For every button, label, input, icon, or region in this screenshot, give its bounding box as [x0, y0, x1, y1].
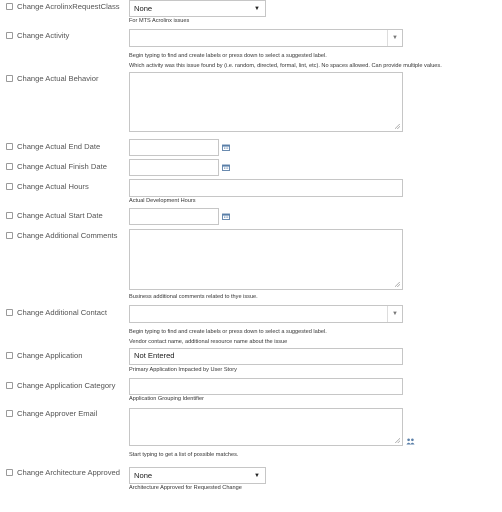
- field-label: Change Actual End Date: [17, 142, 101, 151]
- change-actual-end-date-checkbox[interactable]: [6, 143, 13, 150]
- chevron-down-icon[interactable]: ▼: [387, 30, 402, 46]
- activity-label-input[interactable]: [129, 29, 403, 47]
- field-help: Actual Development Hours: [129, 198, 196, 204]
- people-picker-icon[interactable]: [406, 438, 415, 445]
- change-application-category-checkbox[interactable]: [6, 382, 13, 389]
- actual-end-date-input[interactable]: [129, 139, 219, 156]
- change-activity-checkbox[interactable]: [6, 32, 13, 39]
- additional-contact-label-input[interactable]: [129, 305, 403, 323]
- field-label: Change Actual Finish Date: [17, 162, 107, 171]
- application-input[interactable]: [129, 348, 403, 365]
- field-help: Application Grouping Identifier: [129, 396, 204, 402]
- field-help: Architecture Approved for Requested Change: [129, 485, 242, 491]
- actual-finish-date-input[interactable]: [129, 159, 219, 176]
- field-help: Business additional comments related to thye issue.: [129, 294, 258, 300]
- actual-hours-input[interactable]: [129, 179, 403, 197]
- calendar-icon[interactable]: [222, 144, 230, 151]
- field-help: Begin typing to find and create labels or press down to select a suggested label.: [129, 329, 327, 335]
- chevron-down-icon[interactable]: ▼: [387, 306, 402, 322]
- field-help-secondary: Vendor contact name, additional resource name about the issue: [129, 339, 288, 345]
- additional-comments-textarea[interactable]: [129, 229, 403, 290]
- application-category-input[interactable]: [129, 378, 403, 395]
- field-label: Change Actual Behavior: [17, 74, 99, 83]
- change-actual-start-date-checkbox[interactable]: [6, 212, 13, 219]
- field-label: Change Application: [17, 351, 83, 360]
- actual-behavior-textarea[interactable]: [129, 72, 403, 132]
- field-label: Change AcrolinxRequestClass: [17, 2, 120, 11]
- chevron-down-icon: ▼: [254, 473, 260, 479]
- field-help-secondary: Which activity was this issue found by (i.e. random, directed, formal, lint, etc). No spaces allowed. Can provide multiple values.: [129, 63, 442, 69]
- calendar-icon[interactable]: [222, 213, 230, 220]
- field-help: Start typing to get a list of possible matches.: [129, 452, 239, 458]
- change-additional-contact-checkbox[interactable]: [6, 309, 13, 316]
- field-label: Change Approver Email: [17, 409, 98, 418]
- change-acrolinx-checkbox[interactable]: [6, 3, 13, 10]
- select-value: None: [134, 471, 153, 480]
- acrolinx-select[interactable]: [129, 0, 266, 17]
- change-actual-behavior-checkbox[interactable]: [6, 75, 13, 82]
- field-label: Change Application Category: [17, 381, 116, 390]
- field-label: Change Additional Comments: [17, 231, 118, 240]
- change-actual-hours-checkbox[interactable]: [6, 183, 13, 190]
- resize-handle-icon[interactable]: [395, 282, 400, 287]
- approver-email-textarea[interactable]: [129, 408, 403, 446]
- field-help: For MTS Acrolinx issues: [129, 18, 190, 24]
- field-help: Begin typing to find and create labels or press down to select a suggested label.: [129, 53, 327, 59]
- change-approver-email-checkbox[interactable]: [6, 410, 13, 417]
- field-label: Change Actual Start Date: [17, 211, 103, 220]
- change-additional-comments-checkbox[interactable]: [6, 232, 13, 239]
- field-label: Change Actual Hours: [17, 182, 89, 191]
- resize-handle-icon[interactable]: [395, 124, 400, 129]
- resize-handle-icon[interactable]: [395, 438, 400, 443]
- architecture-approved-select[interactable]: [129, 467, 266, 484]
- field-label: Change Activity: [17, 31, 70, 40]
- change-application-checkbox[interactable]: [6, 352, 13, 359]
- chevron-down-icon: ▼: [254, 6, 260, 12]
- input-value: Not Entered: [134, 351, 175, 360]
- field-label: Change Additional Contact: [17, 308, 107, 317]
- field-label: Change Architecture Approved: [17, 468, 121, 477]
- calendar-icon[interactable]: [222, 164, 230, 171]
- field-help: Primary Application Impacted by User Story: [129, 367, 237, 373]
- actual-start-date-input[interactable]: [129, 208, 219, 225]
- select-value: None: [134, 4, 153, 13]
- change-architecture-approved-checkbox[interactable]: [6, 469, 13, 476]
- change-actual-finish-date-checkbox[interactable]: [6, 163, 13, 170]
